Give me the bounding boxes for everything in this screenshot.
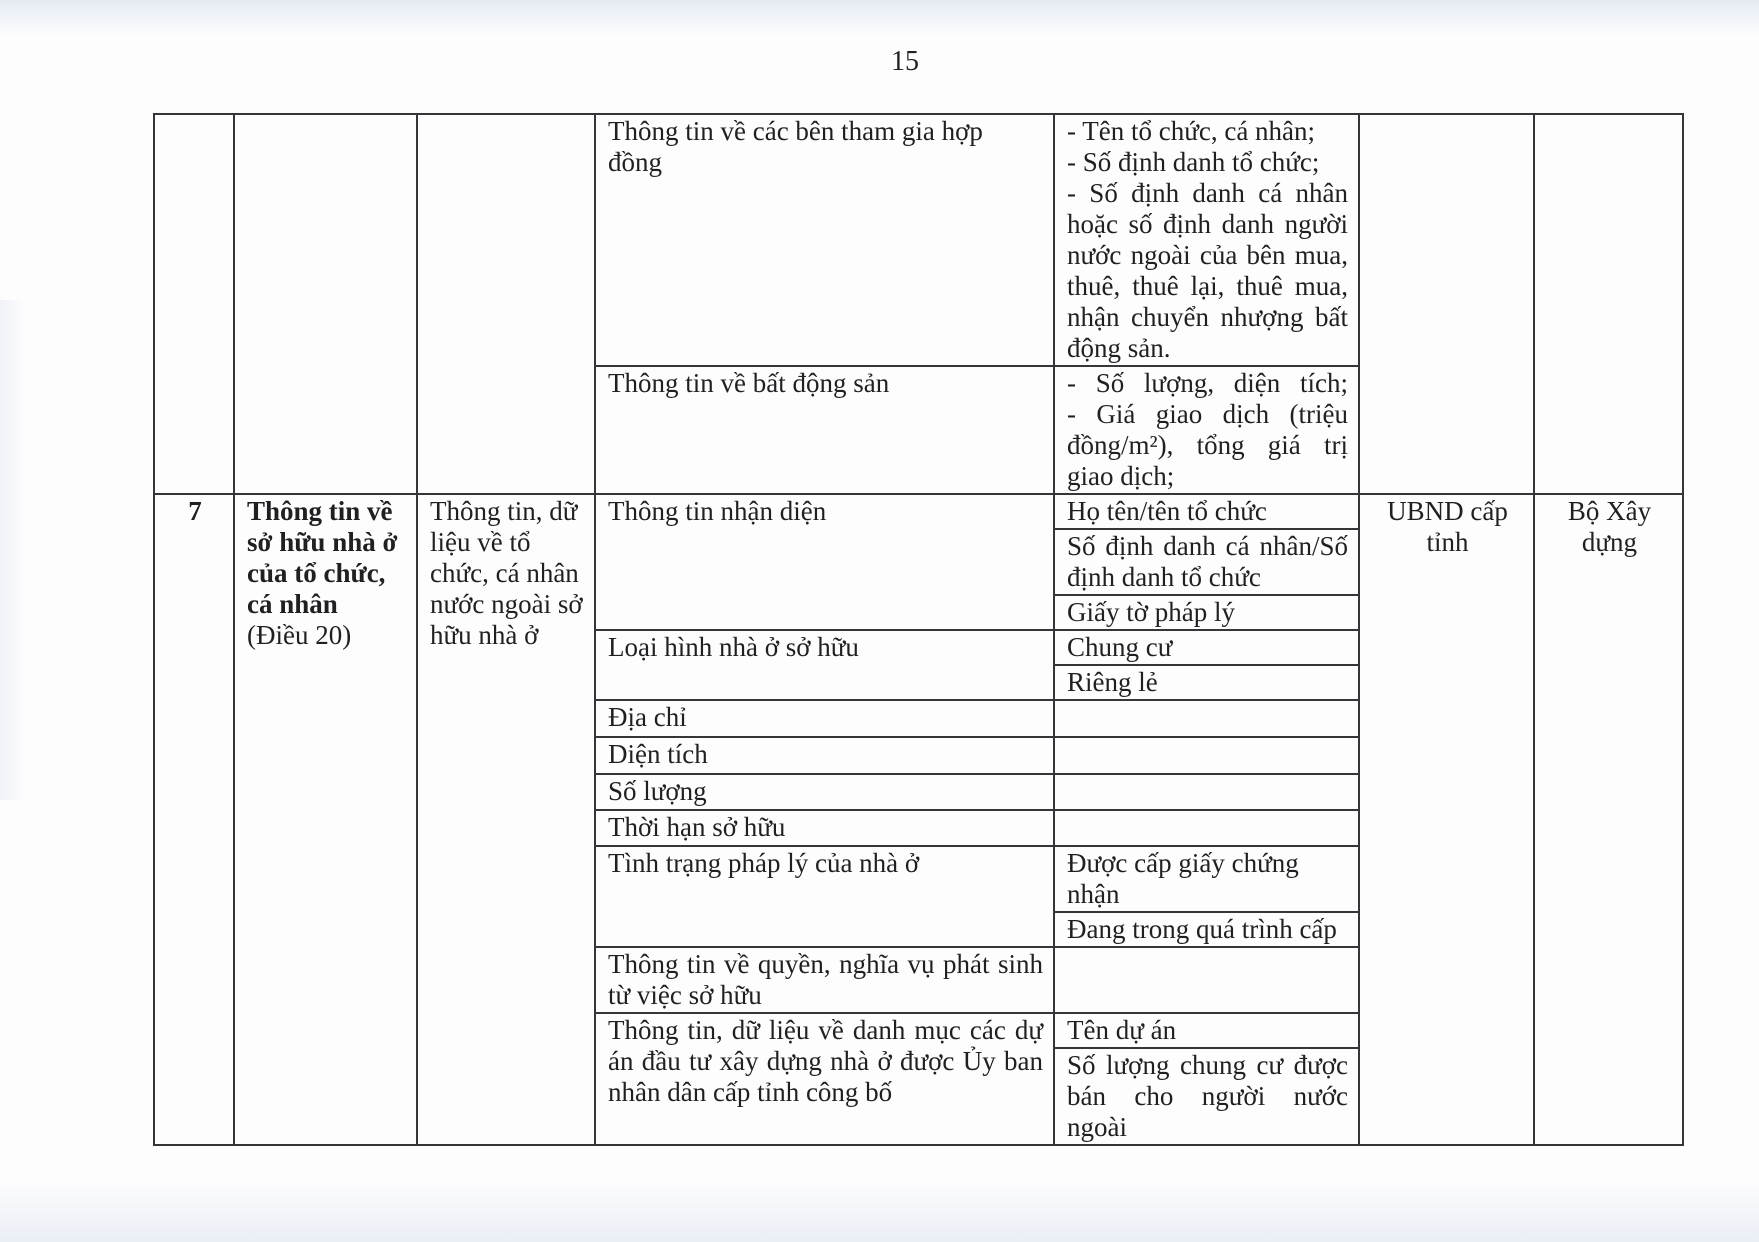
cell-manager: Bộ Xây dựng: [1534, 494, 1683, 1145]
empty-cell: [1054, 700, 1359, 737]
cell-house-type-label: Loại hình nhà ở sở hữu: [595, 630, 1054, 700]
cell-row7-number: 7: [154, 494, 234, 1145]
empty-desc-cell: [417, 114, 595, 494]
cell-provider: UBND cấp tỉnh: [1359, 494, 1534, 1145]
cell-row7-description: Thông tin, dữ liệu về tổ chức, cá nhân nước ngoài sở hữu nhà ở: [417, 494, 595, 1145]
cell-real-estate-label: Thông tin về bất động sản: [595, 366, 1054, 494]
empty-cell: [1054, 774, 1359, 810]
empty-manager-cell: [1534, 114, 1683, 494]
detail-line: - Số định danh tổ chức;: [1067, 147, 1320, 177]
scan-noise-top: [0, 0, 1759, 36]
page-number: 15: [891, 46, 919, 77]
detail-line: - Giá giao dịch (triệu đồng/m²), tổng giá trị giao dịch;: [1067, 399, 1348, 491]
cell-house-type-individual: Riêng lẻ: [1054, 665, 1359, 700]
empty-group-cell: [234, 114, 417, 494]
table-row: [154, 114, 1683, 366]
cell-legal-status-granted: Được cấp giấy chứng nhận: [1054, 846, 1359, 912]
cell-rights-obligations-label: Thông tin về quyền, nghĩa vụ phát sinh từ việc sở hữu: [595, 947, 1054, 1013]
empty-cell: [1054, 810, 1359, 846]
group-title-note: (Điều 20): [247, 620, 352, 650]
scan-noise-bottom: [0, 1178, 1759, 1242]
group-title-text: Thông tin về sở hữu nhà ở của tổ chức, cá nhân: [247, 496, 398, 619]
detail-line: - Số lượng, diện tích;: [1067, 368, 1348, 398]
scan-noise-left: [0, 300, 26, 800]
cell-contract-parties-details: [1054, 114, 1359, 366]
cell-house-type-apartment: Chung cư: [1054, 630, 1359, 665]
cell-address-label: Địa chỉ: [595, 700, 1054, 737]
detail-line: - Tên tổ chức, cá nhân;: [1067, 116, 1316, 146]
data-catalog-table: [153, 113, 1684, 1146]
cell-quantity-label: Số lượng: [595, 774, 1054, 810]
cell-real-estate-details: [1054, 366, 1359, 494]
cell-legal-status-label: Tình trạng pháp lý của nhà ở: [595, 846, 1054, 947]
cell-legal-status-pending: Đang trong quá trình cấp: [1054, 912, 1359, 947]
cell-row7-group-title: [234, 494, 417, 1145]
cell-project-name: Tên dự án: [1054, 1013, 1359, 1048]
empty-provider-cell: [1359, 114, 1534, 494]
cell-ownership-term-label: Thời hạn sở hữu: [595, 810, 1054, 846]
cell-project-apartments-sold: Số lượng chung cư được bán cho người nước ngoài: [1054, 1048, 1359, 1145]
empty-cell: [1054, 737, 1359, 774]
cell-identification-label: Thông tin nhận diện: [595, 494, 1054, 630]
detail-line: - Số định danh cá nhân hoặc số định danh người nước ngoài của bên mua, thuê, thuê lại, thuê mua, nhận chuyển nhượng bất động sản.: [1067, 178, 1348, 363]
cell-identification-sub-papers: Giấy tờ pháp lý: [1054, 595, 1359, 630]
cell-area-label: Diện tích: [595, 737, 1054, 774]
table-row: [154, 494, 1683, 529]
cell-contract-parties-label: Thông tin về các bên tham gia hợp đồng: [595, 114, 1054, 366]
empty-stt-cell: [154, 114, 234, 494]
cell-identification-sub-id: Số định danh cá nhân/Số định danh tổ chức: [1054, 529, 1359, 595]
cell-identification-sub-name: Họ tên/tên tổ chức: [1054, 494, 1359, 529]
empty-cell: [1054, 947, 1359, 1013]
cell-project-list-label: Thông tin, dữ liệu về danh mục các dự án đầu tư xây dựng nhà ở được Ủy ban nhân dân cấp tỉnh công bố: [595, 1013, 1054, 1145]
